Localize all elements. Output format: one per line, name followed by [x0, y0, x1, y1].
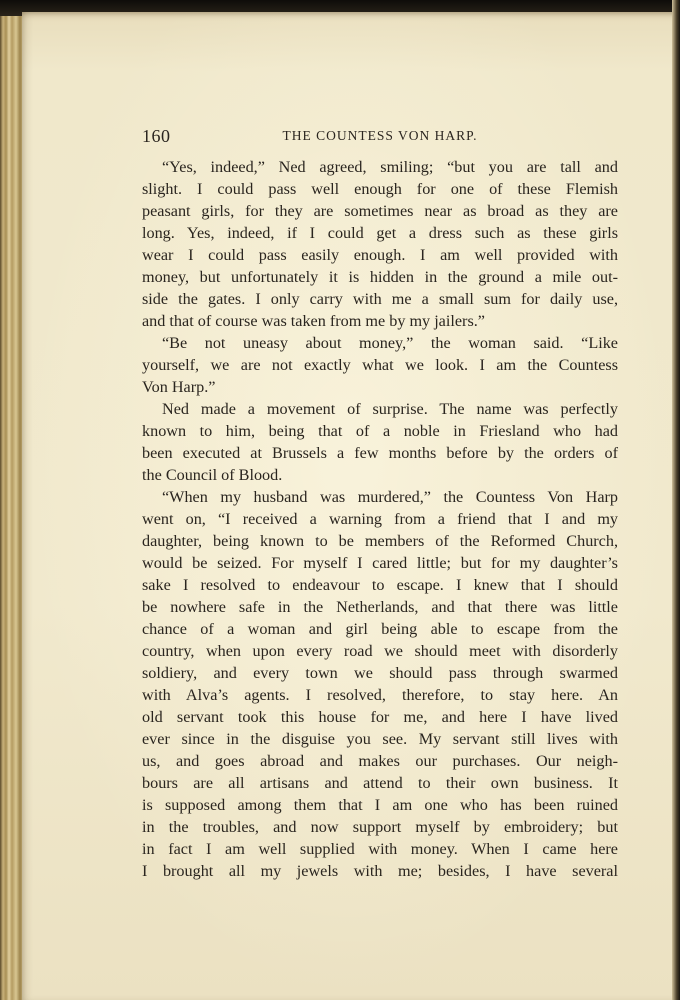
text-line: bours are all artisans and attend to their own business. It — [142, 774, 618, 792]
text-line: would be seized. For myself I cared little; but for my daughter’s — [142, 554, 618, 572]
text-line: and that of course was taken from me by my jailers.” — [142, 312, 485, 330]
text-line: slight. I could pass well enough for one of these Flemish — [142, 180, 618, 198]
body-text — [142, 156, 618, 882]
text-line: side the gates. I only carry with me a small sum for daily use, — [142, 290, 618, 308]
text-line: peasant girls, for they are sometimes near as broad as they are — [142, 202, 618, 220]
text-line: money, but unfortunately it is hidden in the ground a mile out- — [142, 268, 618, 286]
text-line: old servant took this house for me, and here I have lived — [142, 708, 618, 726]
text-line: ever since in the disguise you see. My servant still lives with — [142, 730, 618, 748]
text-line: Von Harp.” — [142, 378, 216, 396]
text-line: country, when upon every road we should meet with disorderly — [142, 642, 618, 660]
text-line: daughter, being known to be members of the Reformed Church, — [142, 532, 618, 550]
text-line: “Be not uneasy about money,” the woman said. “Like — [162, 334, 618, 352]
text-line: wear I could pass easily enough. I am well provided with — [142, 246, 618, 264]
running-head: THE COUNTESS VON HARP. — [282, 128, 478, 143]
page-header — [142, 126, 618, 146]
text-line: soldiery, and every town we should pass through swarmed — [142, 664, 618, 682]
text-line: in the troubles, and now support myself by embroidery; but — [142, 818, 618, 836]
text-line: the Council of Blood. — [142, 466, 283, 484]
text-line: chance of a woman and girl being able to escape from the — [142, 620, 618, 638]
text-line: be nowhere safe in the Netherlands, and that there was little — [142, 598, 618, 616]
text-line: long. Yes, indeed, if I could get a dress such as these girls — [142, 224, 618, 242]
page-number: 160 — [142, 126, 171, 146]
text-line: “When my husband was murdered,” the Countess Von Harp — [162, 488, 618, 506]
text-line: is supposed among them that I am one who has been ruined — [142, 796, 618, 814]
text-line: yourself, we are not exactly what we look. I am the Countess — [142, 356, 618, 374]
text-line: known to him, being that of a noble in Friesland who had — [142, 422, 618, 440]
text-line: Ned made a movement of surprise. The name was perfectly — [162, 400, 618, 418]
page-right-edge — [672, 0, 680, 1000]
text-line: been executed at Brussels a few months before by the orders of — [142, 444, 618, 462]
text-line: with Alva’s agents. I resolved, therefore, to stay here. An — [142, 686, 618, 704]
text-line: went on, “I received a warning from a friend that I and my — [142, 510, 618, 528]
text-line: us, and goes abroad and makes our purchases. Our neigh- — [142, 752, 618, 770]
text-line: sake I resolved to endeavour to escape. I knew that I should — [142, 576, 618, 594]
text-line: I brought all my jewels with me; besides, I have several — [142, 862, 618, 880]
text-line: “Yes, indeed,” Ned agreed, smiling; “but you are tall and — [162, 158, 618, 176]
text-line: in fact I am well supplied with money. When I came here — [142, 840, 618, 858]
